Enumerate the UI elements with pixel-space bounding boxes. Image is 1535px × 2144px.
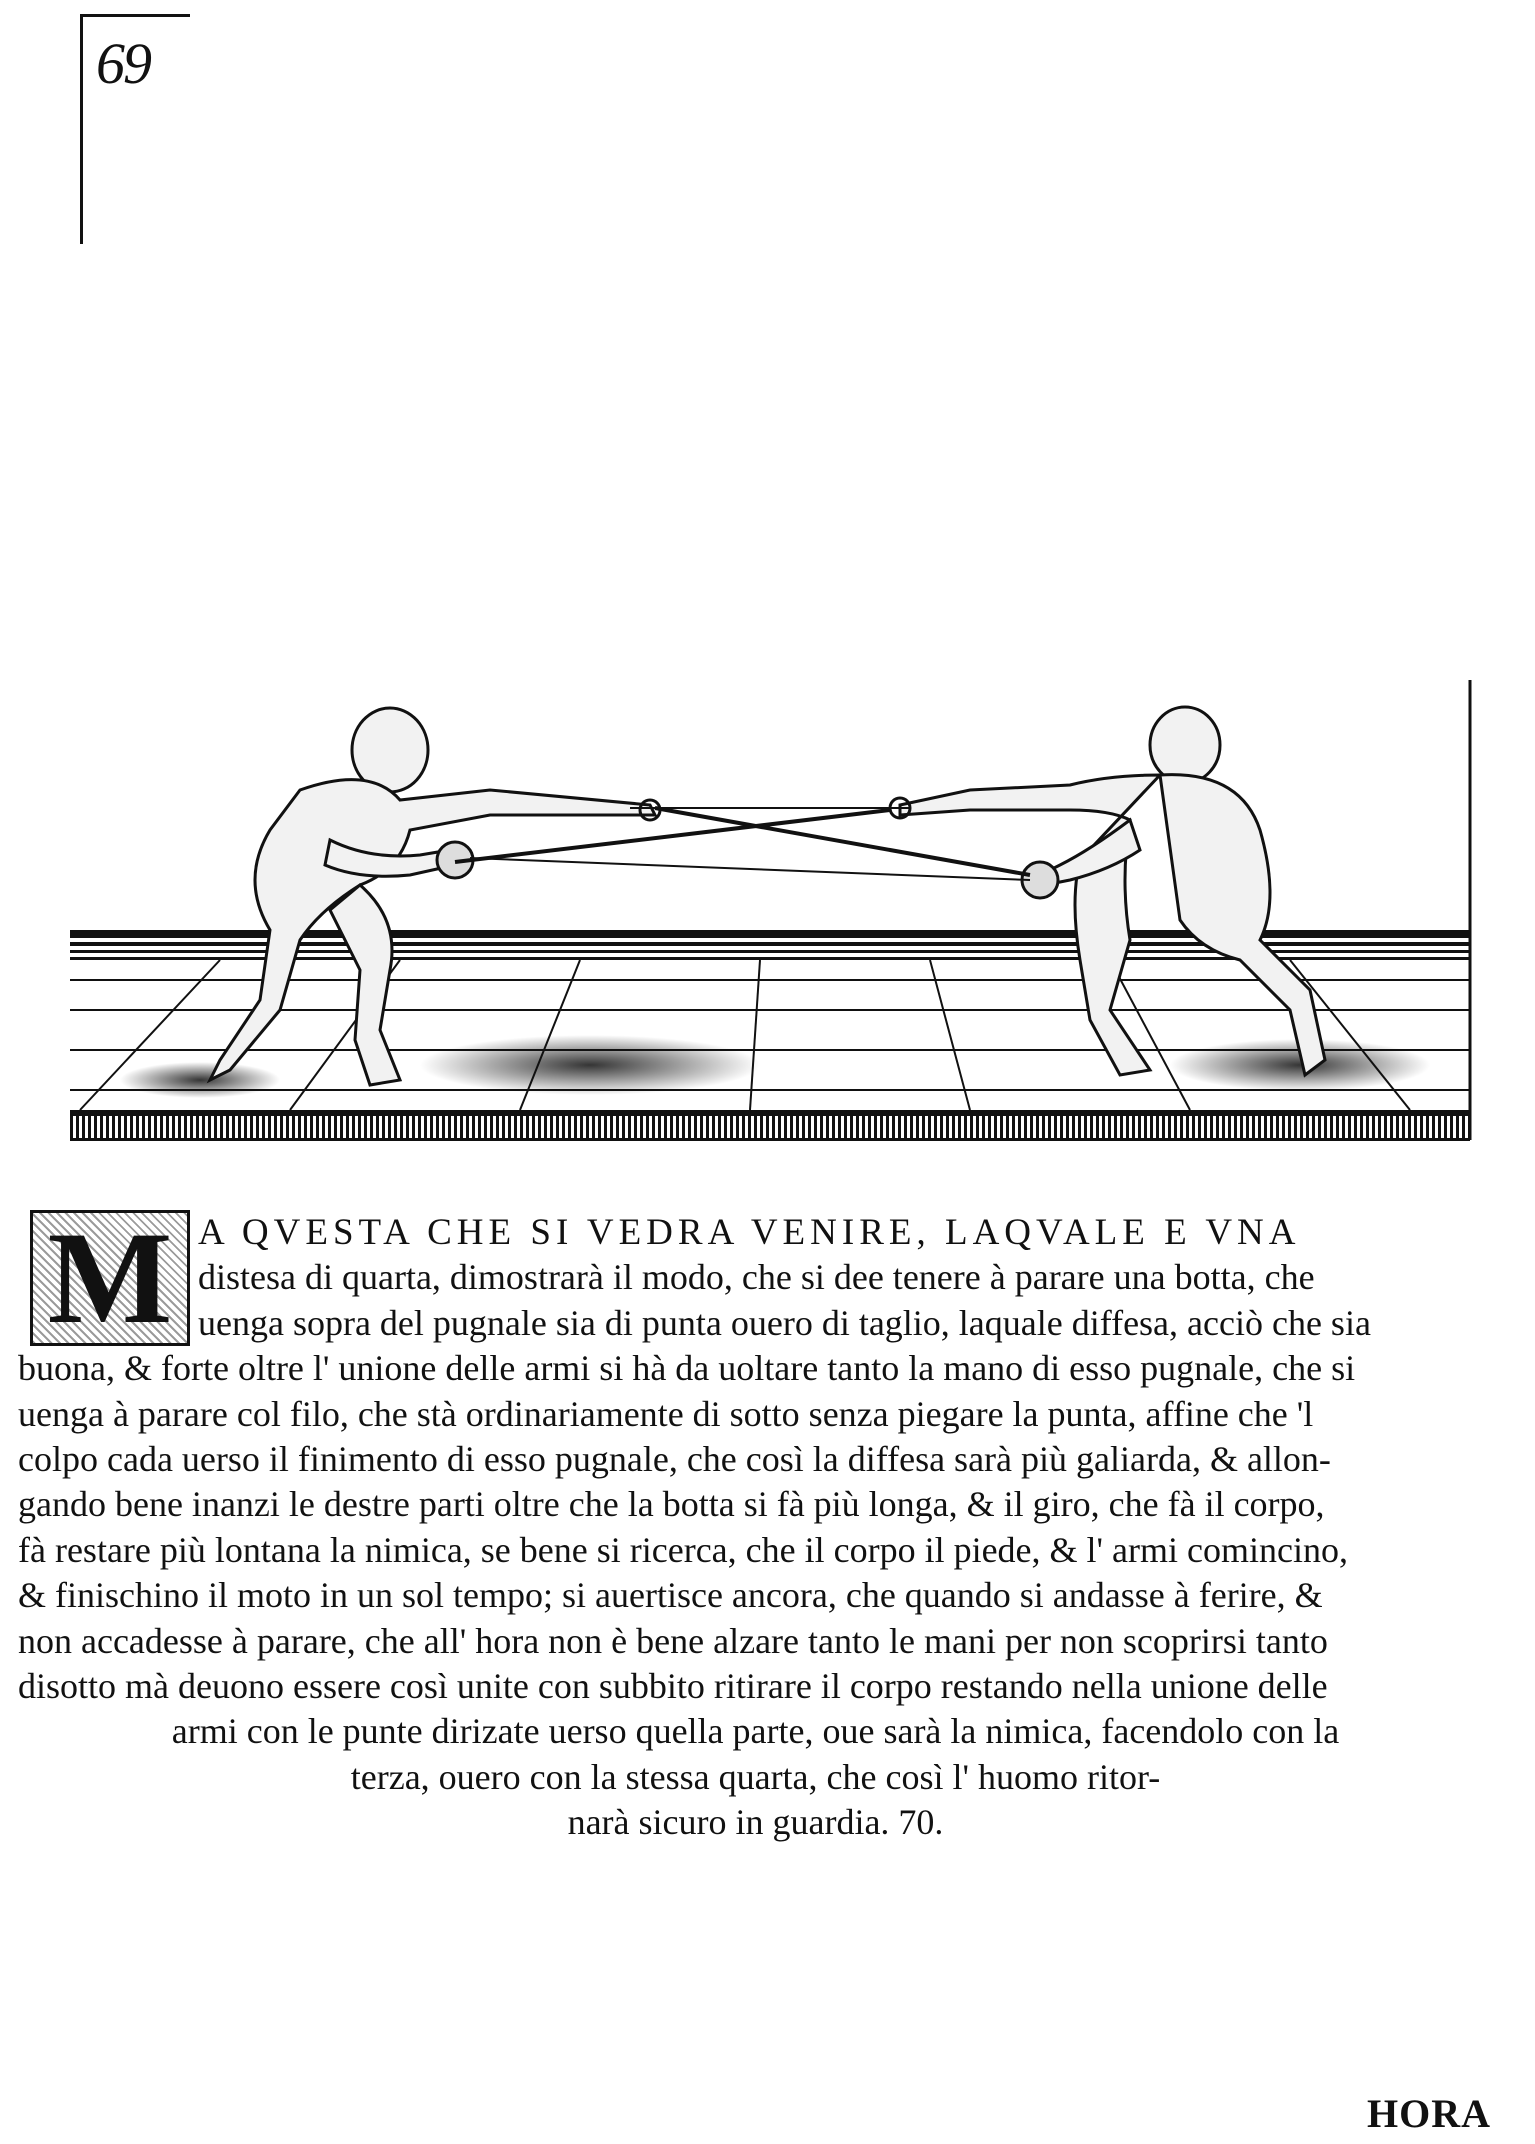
text-line: colpo cada uerso il finimento di esso pugnale, che così la diffesa sarà più galiarda, & allon- (18, 1439, 1331, 1480)
page-number: 69 (96, 31, 150, 96)
text-line: fà restare più lontana la nimica, se bene si ricerca, che il corpo il piede, & l' armi comincino, (18, 1529, 1348, 1570)
fencing-illustration (70, 680, 1475, 1150)
text-line: A QVESTA CHE SI VEDRA VENIRE, LAQVALE E VNA (198, 1212, 1301, 1253)
body-text (18, 1204, 1493, 1846)
text-line: & finischino il moto in un sol tempo; si auertisce ancora, che quando si andasse à ferire, & (18, 1575, 1323, 1616)
text-line: buona, & forte oltre l' unione delle armi si hà da uoltare tanto la mano di esso pugnale, che si (18, 1348, 1356, 1389)
corner-rule-horizontal (80, 14, 190, 17)
text-line: disotto mà deuono essere così unite con subbito ritirare il corpo restando nella unione delle (18, 1666, 1328, 1707)
text-line-centered: narà sicuro in guardia. 70. (567, 1802, 944, 1843)
text-line: non accadesse à parare, che all' hora non è bene alzare tanto le mani per non scoprirsi tanto (18, 1620, 1328, 1661)
corner-rule-vertical (80, 14, 83, 244)
text-line: distesa di quarta, dimostrarà il modo, che si dee tenere à parare una botta, che (198, 1257, 1315, 1298)
initial-letter: M (33, 1213, 187, 1343)
text-line-centered: terza, ouero con la stessa quarta, che così l' huomo ritor- (350, 1756, 1161, 1797)
text-line: uenga sopra del pugnale sia di punta ouero di taglio, laquale diffesa, acciò che sia (198, 1302, 1371, 1343)
text-line-centered: armi con le punte dirizate uerso quella parte, oue sarà la nimica, facendolo con la (171, 1711, 1340, 1752)
text-line: gando bene inanzi le destre parti oltre che la botta si fà più longa, & il giro, che fà il corpo, (18, 1484, 1325, 1525)
decorated-initial (30, 1204, 190, 1351)
catchword: HORA (1367, 2091, 1491, 2136)
paragraph-body (18, 1346, 1493, 1845)
paragraph-intro (18, 1210, 1493, 1346)
text-line: uenga à parare col filo, che stà ordinariamente di sotto senza piegare la punta, affine che 'l (18, 1393, 1314, 1434)
